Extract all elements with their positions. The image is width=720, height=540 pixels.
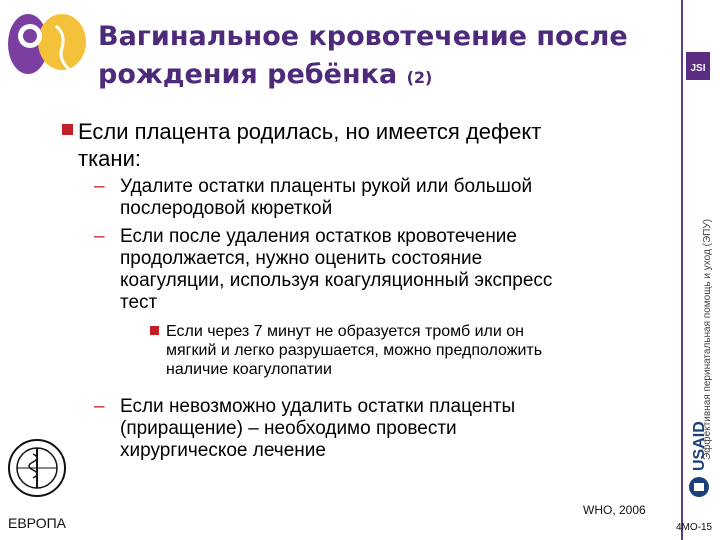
usaid-label: USAID (691, 421, 708, 471)
sub-sub-line: Если через 7 минут не образуется тромб или он (166, 323, 524, 340)
bullet-square-icon (150, 326, 159, 335)
sub-item-3 (94, 396, 640, 462)
sub-item-2-line: тест (120, 292, 158, 313)
sub-item-3-line: хирургическое лечение (120, 440, 326, 461)
sub-item-1-line: послеродовой кюреткой (120, 198, 333, 219)
bullet-1-line-2: ткани: (78, 146, 141, 171)
sub-item-3-line: (приращение) – необходимо провести (120, 418, 457, 439)
jsi-label: JSI (690, 63, 706, 74)
title-line-1: Вагинальное кровотечение после (98, 21, 628, 52)
slide-number: 4МО-15 (676, 522, 713, 533)
bullet-1-line-1: Если плацента родилась, но имеется дефект (78, 119, 542, 144)
usaid-logo (686, 405, 712, 500)
who-emblem-icon (6, 428, 68, 514)
bullet-1 (78, 118, 638, 172)
sub-sub-line: наличие коагулопатии (166, 361, 332, 378)
title-suffix: (2) (406, 68, 433, 87)
jsi-logo (686, 52, 710, 80)
sub-sub-line: мягкий и легко разрушается, можно предположить (166, 342, 543, 359)
dash-icon: – (94, 176, 105, 197)
sub-item-3-line: Если невозможно удалить остатки плаценты (120, 396, 516, 417)
sub-sub-item (166, 322, 656, 379)
side-caption: Эффективная перинатальная помощь и уход (ЭПУ) (702, 218, 713, 460)
sub-item-2-line: коагуляции, используя коагуляционный экспресс (120, 270, 553, 291)
sub-item-2-line: продолжается, нужно оценить состояние (120, 248, 483, 269)
sub-item-2 (94, 226, 640, 314)
slide-title (98, 18, 678, 97)
sub-item-2-line: Если после удаления остатков кровотечение (120, 226, 517, 247)
title-line-2: рождения ребёнка (98, 59, 398, 90)
sub-item-1-line: Удалите остатки плаценты рукой или большой (120, 176, 533, 197)
bullet-square-icon (62, 124, 73, 135)
source-citation: WHO, 2006 (583, 503, 646, 517)
dash-icon: – (94, 396, 105, 417)
sub-item-1 (94, 176, 640, 220)
program-logo (6, 8, 90, 80)
dash-icon: – (94, 226, 105, 247)
right-divider (681, 0, 683, 540)
who-region-label: ЕВРОПА (8, 515, 66, 531)
